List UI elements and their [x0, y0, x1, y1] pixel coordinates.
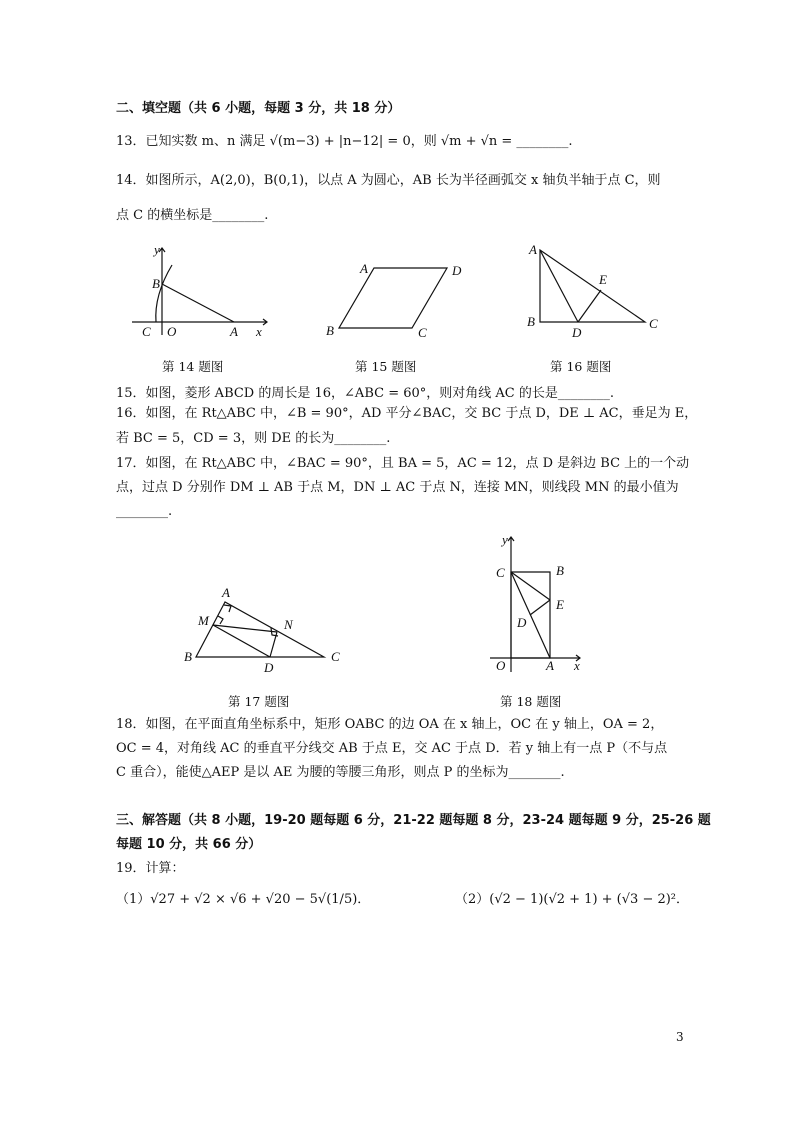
fig15-label-b: B — [326, 323, 334, 338]
question-19-part-2: （2）(√2 − 1)(√2 + 1) + (√3 − 2)²． — [455, 892, 690, 907]
fig17-right-angle-a — [224, 605, 231, 612]
fig16-label-c: C — [649, 316, 658, 331]
question-13: 13．已知实数 m、n 满足 √(m−3) + |n−12| = 0，则 √m + √n = ________. — [116, 134, 573, 149]
fig16-label-b: B — [527, 314, 535, 329]
fig16-segment-de — [578, 290, 601, 322]
fig17-label-d: D — [264, 660, 274, 673]
fig18-label-x: x — [574, 658, 580, 673]
fig17-label-a: A — [222, 585, 230, 600]
question-18-line-2: OC = 4，对角线 AC 的垂直平分线交 AB 于点 E，交 AC 于点 D．若 y 轴上有一点 P（不与点 — [116, 741, 668, 756]
fig14-arc — [156, 265, 172, 322]
fig18-label-d: D — [517, 615, 527, 630]
fig16-label-a: A — [529, 242, 537, 257]
question-16-line-2: 若 BC = 5，CD = 3，则 DE 的长为________. — [116, 431, 391, 446]
fig14-label-x: x — [256, 324, 262, 339]
fig17-label-m: M — [198, 613, 209, 628]
fig17-label-c: C — [331, 649, 340, 664]
caption-figure-16: 第 16 题图 — [550, 359, 612, 374]
caption-figure-18: 第 18 题图 — [500, 694, 562, 709]
caption-figure-15: 第 15 题图 — [355, 359, 417, 374]
question-14-line-1: 14．如图所示，A(2,0)，B(0,1)，以点 A 为圆心，AB 长为半径画弧交 x 轴负半轴于点 C，则 — [116, 173, 661, 188]
question-17-line-3: ________. — [116, 504, 173, 519]
fig14-label-a: A — [230, 324, 238, 339]
question-18-line-3: C 重合），能使△AEP 是以 AE 为腰的等腰三角形，则点 P 的坐标为________. — [116, 765, 565, 780]
question-16-line-1: 16．如图，在 Rt△ABC 中，∠B = 90°，AD 平分∠BAC，交 BC 于点 D，DE ⊥ AC，垂足为 E， — [116, 406, 698, 421]
fig17-label-n: N — [284, 617, 293, 632]
fig15-label-d: D — [452, 263, 462, 278]
fig17-triangle-abc — [196, 602, 324, 657]
fig16-label-d: D — [572, 325, 582, 340]
section-fill-blank-heading: 二、填空题（共 6 小题，每题 3 分，共 18 分） — [116, 101, 401, 116]
figure-16 — [525, 240, 670, 340]
fig17-label-b: B — [184, 649, 192, 664]
fig14-label-c: C — [142, 324, 151, 339]
caption-figure-17: 第 17 题图 — [228, 694, 290, 709]
caption-figure-14: 第 14 题图 — [162, 359, 224, 374]
question-17-line-2: 点，过点 D 分别作 DM ⊥ AB 于点 M，DN ⊥ AC 于点 N，连接 MN，则线段 MN 的最小值为 — [116, 480, 679, 495]
question-17-line-1: 17．如图，在 Rt△ABC 中，∠BAC = 90°，且 BA = 5，AC = 12，点 D 是斜边 BC 上的一个动 — [116, 456, 690, 471]
question-19: 19．计算： — [116, 861, 185, 876]
fig18-label-e: E — [556, 597, 564, 612]
fig15-label-a: A — [360, 261, 368, 276]
fig16-triangle-abc — [540, 250, 645, 322]
fig18-label-c: C — [496, 565, 505, 580]
fig18-label-a: A — [546, 658, 554, 673]
fig14-label-o: O — [167, 324, 177, 339]
question-14-line-2: 点 C 的横坐标是________. — [116, 208, 269, 223]
fig14-label-b: B — [152, 276, 160, 291]
question-18-line-1: 18．如图，在平面直角坐标系中，矩形 OABC 的边 OA 在 x 轴上，OC 在 y 轴上，OA = 2， — [116, 717, 664, 732]
fig14-label-y: y — [154, 242, 160, 257]
figure-14 — [132, 240, 272, 340]
fig18-label-y: y — [502, 532, 508, 547]
fig14-segment-ab — [162, 284, 234, 322]
fig16-label-e: E — [599, 272, 607, 287]
fig15-label-c: C — [418, 325, 427, 340]
figure-17 — [180, 583, 350, 673]
fig18-label-o: O — [496, 658, 506, 673]
fig17-right-angle-m — [218, 616, 223, 624]
fig18-segment-de — [530, 600, 550, 615]
fig15-rhombus — [339, 268, 447, 328]
question-15: 15．如图，菱形 ABCD 的周长是 16，∠ABC = 60°，则对角线 AC 的长是________. — [116, 386, 614, 401]
page-number: 3 — [676, 1030, 684, 1044]
question-19-part-1: （1）√27 + √2 × √6 + √20 − 5√(1/5)． — [116, 892, 371, 907]
figure-18 — [490, 532, 590, 677]
section-answer-heading-line-1: 三、解答题（共 8 小题，19-20 题每题 6 分，21-22 题每题 8 分，23-24 题每题 9 分，25-26 题 — [116, 813, 711, 828]
fig18-label-b: B — [556, 563, 564, 578]
fig16-segment-ad — [540, 250, 578, 322]
figure-15 — [322, 255, 472, 345]
section-answer-heading-line-2: 每题 10 分，共 66 分） — [116, 837, 262, 852]
